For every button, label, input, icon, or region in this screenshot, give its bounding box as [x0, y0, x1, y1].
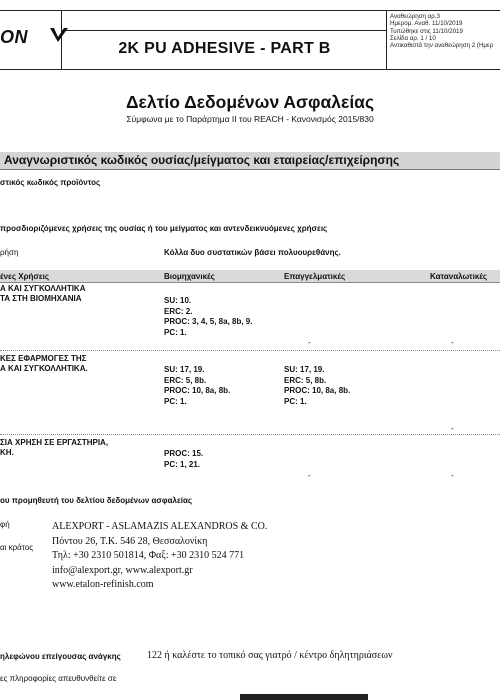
use-name-line: Α ΚΑΙ ΣΥΓΚΟΛΛΗΤΙΚΑ.	[0, 364, 88, 373]
cell-line: PC: 1.	[164, 327, 187, 337]
uses-heading: προσδιοριζόμενες χρήσεις της ουσίας ή του μείγματος και αντενδεικνυόμενες χρήσεις	[0, 224, 328, 233]
cell-line: SU: 17, 19.	[284, 365, 325, 374]
supplier-heading: ου προμηθευτή του δελτίου δεδομένων ασφαλείας	[0, 496, 193, 505]
cell-line: PC: 1.	[284, 396, 307, 406]
table-cell-consumer: -	[451, 424, 454, 433]
table-header: ένες Χρήσεις	[0, 272, 50, 281]
footer-bar	[240, 694, 368, 700]
cell-line: PROC: 10, 8a, 8b.	[284, 386, 351, 395]
cell-line: PC: 1.	[164, 396, 187, 406]
emergency-value: 122 ή καλέστε το τοπικό σας γιατρό / κέντρο δηλητηριάσεων	[147, 650, 393, 661]
table-row-use	[0, 438, 108, 458]
info-label: ες πληροφορίες απευθυνθείτε σε	[0, 674, 117, 683]
table-cell-industrial	[164, 365, 230, 407]
revision-line: Αναθεώρηση αρ.3	[390, 13, 440, 20]
use-name-line: ΚΗ.	[0, 448, 14, 457]
section-heading	[0, 152, 500, 170]
emergency-label: ηλεφώνου επείγουσας ανάγκης	[0, 652, 121, 661]
supplier-label: φή	[0, 520, 10, 529]
row-divider	[0, 434, 500, 435]
product-title: 2K PU ADHESIVE - PART B	[118, 40, 331, 57]
cell-line: PROC: 10, 8a, 8b.	[164, 386, 231, 395]
cell-line: SU: 10.	[164, 296, 192, 305]
use-label: ρήση	[0, 248, 19, 257]
table-cell-professional	[284, 365, 350, 407]
document-subtitle: Σύμφωνα με το Παράρτημα II του REACH - Κανονισμός 2015/830	[126, 114, 374, 124]
use-name-line: ΤΑ ΣΤΗ ΒΙΟΜΗΧΑΝΙΑ	[0, 294, 82, 303]
cell-line: PROC: 3, 4, 5, 8a, 8b, 9.	[164, 317, 253, 326]
row-divider	[0, 350, 500, 351]
cell-line: ERC: 5, 8b.	[164, 375, 207, 385]
revision-line: Σελίδα αρ. 1 / 10	[390, 34, 436, 42]
table-row-use	[0, 354, 88, 374]
cell-line: ERC: 5, 8b.	[284, 375, 327, 385]
supplier-label: αι κράτος	[0, 543, 34, 552]
address-line: Τηλ: +30 2310 501814, Φαξ: +30 2310 524 771	[52, 550, 245, 561]
address-line: ALEXPORT - ASLAMAZIS ALEXANDROS & CO.	[52, 521, 268, 532]
table-header: Καταναλωτικές	[430, 272, 488, 281]
table-cell-consumer: -	[451, 338, 454, 347]
title-cell-top	[61, 11, 386, 31]
table-cell-professional: -	[308, 338, 311, 347]
address-line: www.etalon-refinish.com	[52, 579, 154, 590]
document-title: Δελτίο Δεδομένων Ασφαλείας	[125, 92, 375, 112]
revision-line: Αντικαθιστά την αναθεώρηση 2 (Ημερ	[390, 42, 494, 50]
supplier-address	[52, 520, 267, 593]
revision-line: Τυπώθηκε στις 11/10/2019	[390, 27, 463, 35]
use-name-line: ΣΙΑ ΧΡΗΣΗ ΣΕ ΕΡΓΑΣΤΗΡΙΑ,	[0, 438, 109, 447]
revision-info	[390, 13, 493, 49]
section-heading-text: Αναγνωριστικός κωδικός ουσίας/μείγματος και εταιρείας/επιχείρησης	[4, 153, 400, 167]
table-cell-consumer: -	[451, 471, 454, 480]
company-logo: ON	[0, 27, 28, 47]
address-line: Πόντου 26, Τ.Κ. 546 28, Θεσσαλονίκη	[52, 535, 208, 547]
table-header: Βιομηχανικές	[164, 272, 215, 281]
revision-line: Ημερομ. Αναθ. 11/10/2019	[390, 20, 463, 28]
use-name-line: ΚΕΣ ΕΦΑΡΜΟΓΕΣ ΤΗΣ	[0, 354, 87, 363]
table-header-row	[0, 270, 500, 283]
product-code-label: στικός κωδικός προϊόντος	[0, 178, 101, 187]
table-cell-professional: -	[308, 471, 311, 480]
table-cell-industrial	[164, 449, 203, 470]
use-value: Κόλλα δυο συστατικών βάσει πολυουρεθάνης.	[164, 248, 341, 257]
cell-line: SU: 17, 19.	[164, 365, 205, 374]
address-line: info@alexport.gr, www.alexport.gr	[52, 564, 193, 576]
table-cell-industrial	[164, 296, 252, 338]
table-header: Επαγγελματικές	[284, 272, 346, 281]
table-row-use	[0, 284, 85, 304]
use-name-line: Α ΚΑΙ ΣΥΓΚΟΛΛΗΤΙΚΑ	[0, 284, 86, 293]
cell-line: ERC: 2.	[164, 306, 193, 316]
cell-line: PC: 1, 21.	[164, 459, 201, 469]
cell-line: PROC: 15.	[164, 449, 204, 458]
